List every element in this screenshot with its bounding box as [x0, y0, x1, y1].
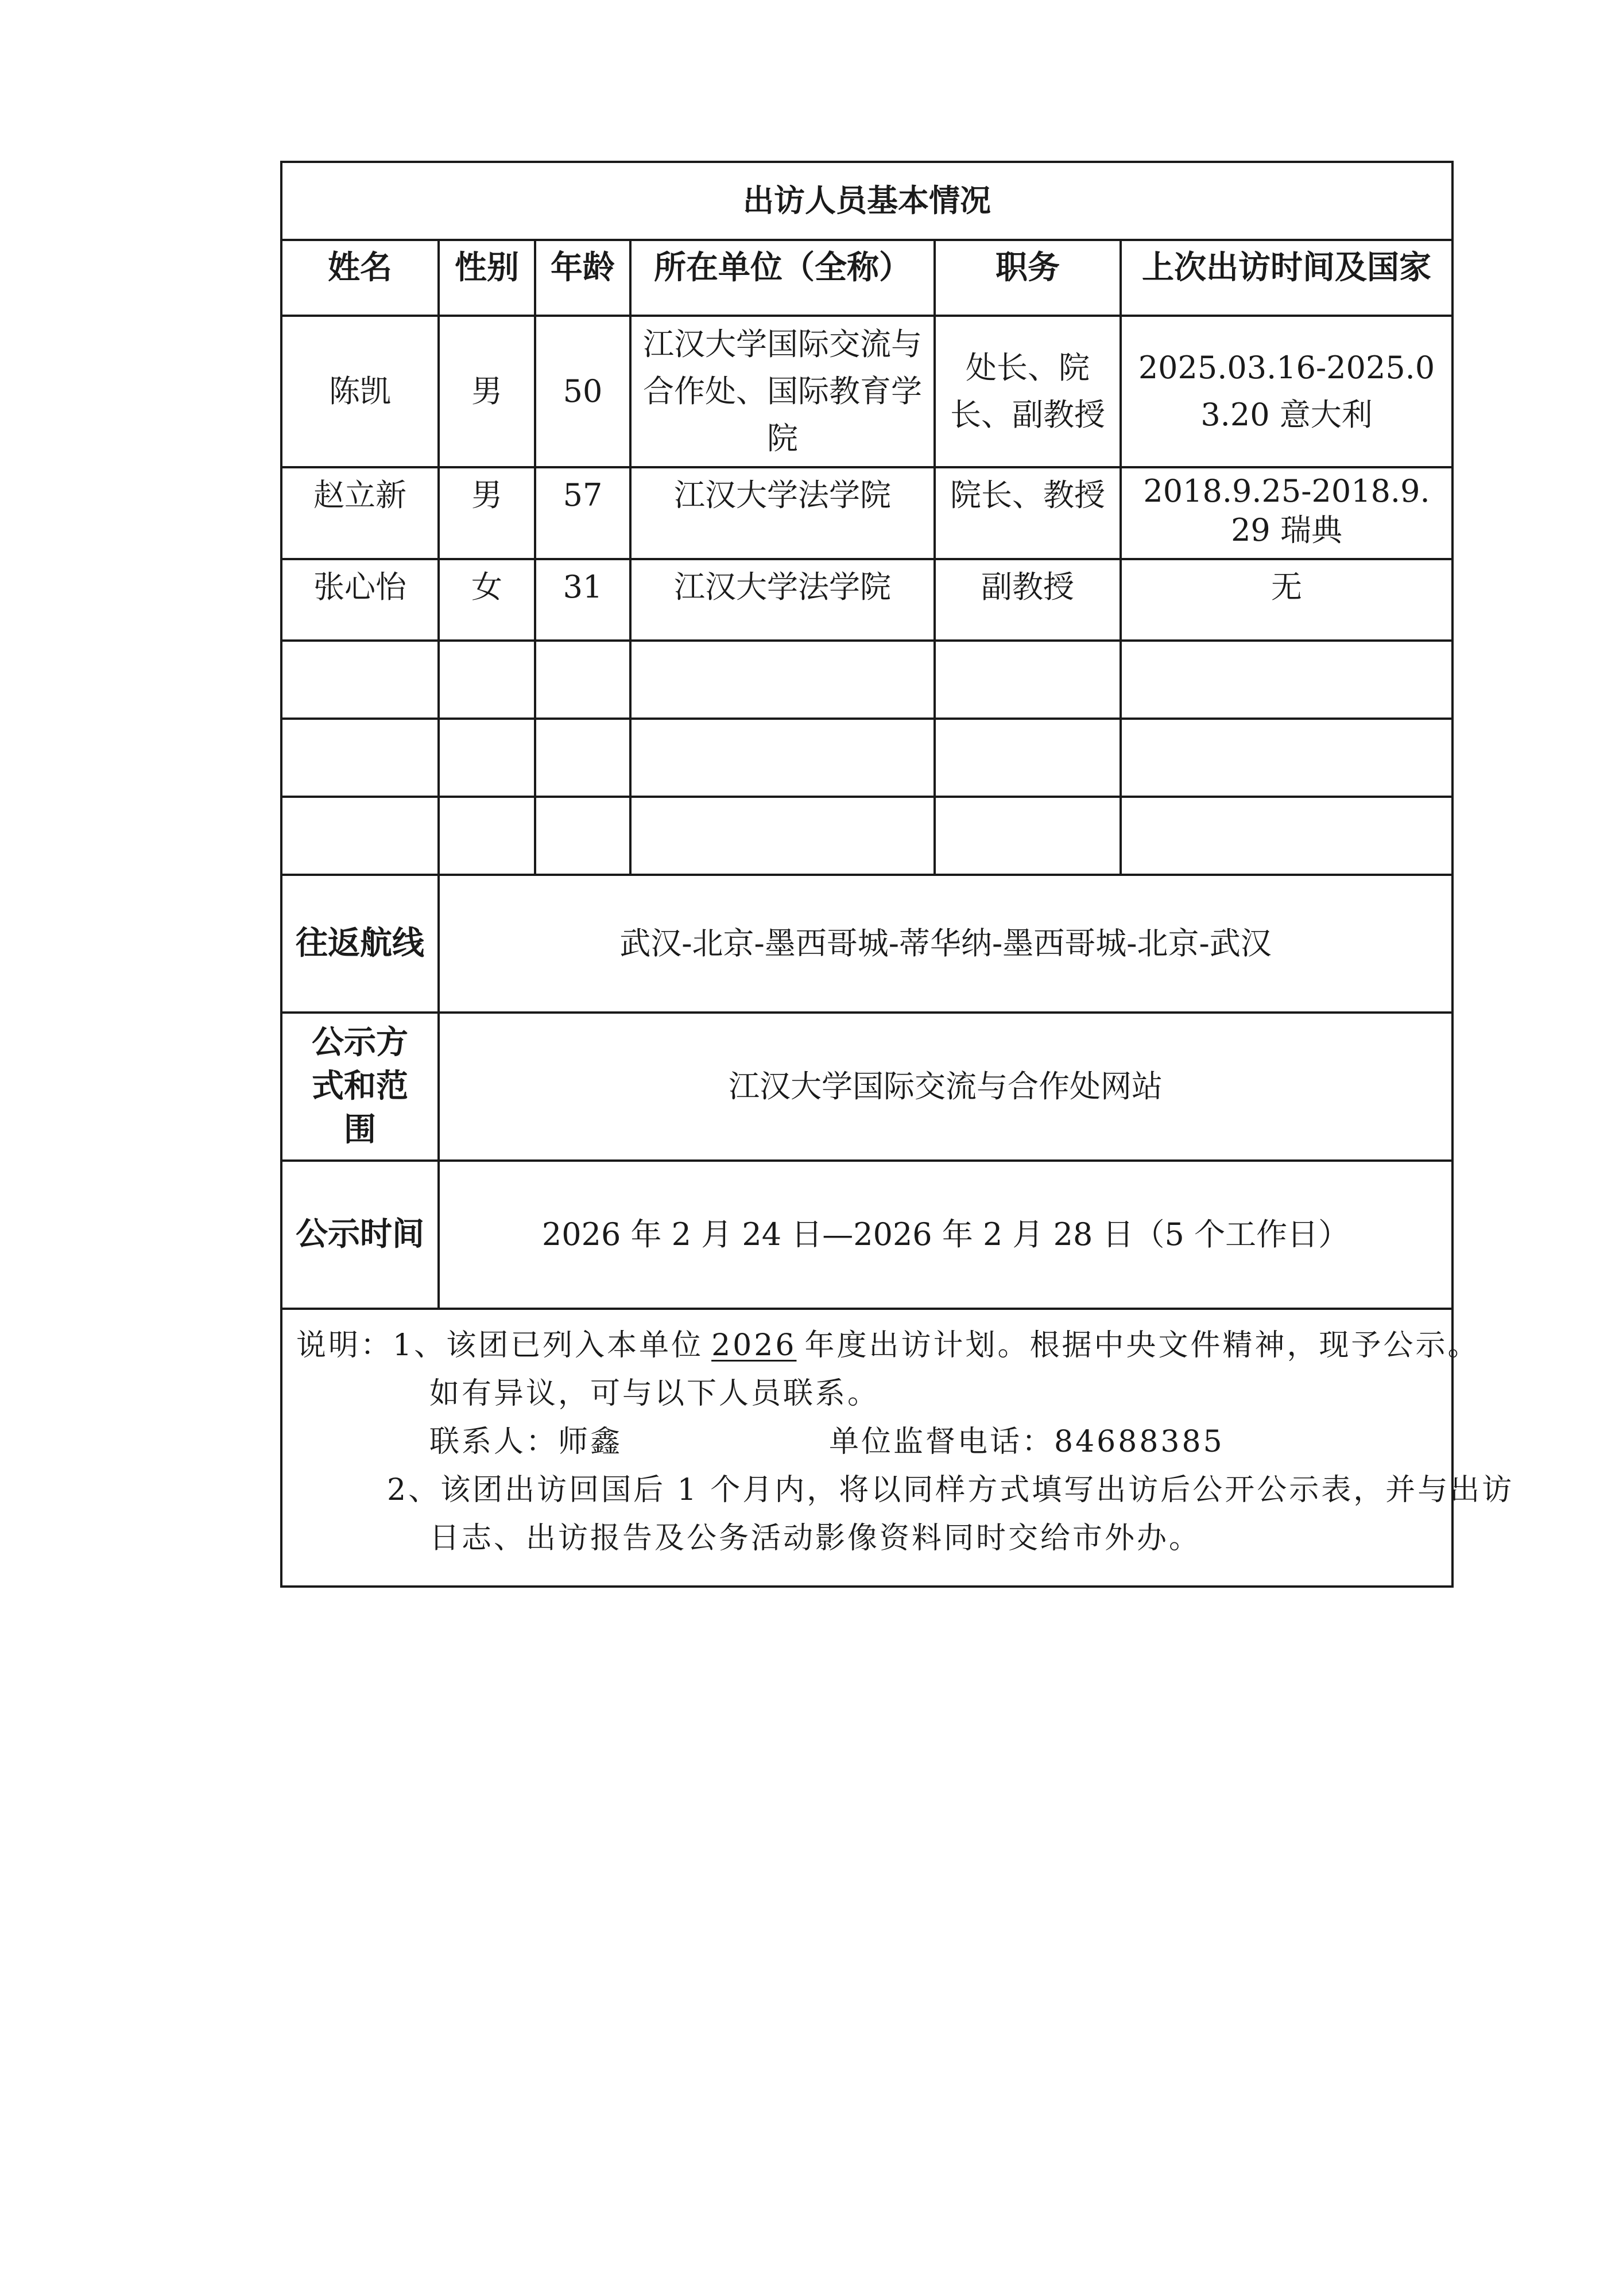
member-gender: 男: [439, 316, 535, 467]
notes: [281, 1309, 1514, 1587]
header-title: 职务: [935, 240, 1121, 316]
header-last-visit: 上次出访时间及国家: [1121, 240, 1452, 316]
member-gender: 男: [439, 467, 535, 559]
empty-cell: [535, 641, 630, 719]
empty-cell: [439, 719, 535, 797]
member-title: 副教授: [935, 559, 1121, 641]
empty-cell: [535, 719, 630, 797]
member-gender: 女: [439, 559, 535, 641]
time-label: 公示时间: [281, 1161, 439, 1309]
scope-value: 江汉大学国际交流与合作处网站: [439, 1013, 1452, 1161]
member-unit: 江汉大学法学院: [630, 559, 935, 641]
publicity-form: [280, 161, 1514, 1588]
empty-cell: [281, 719, 439, 797]
member-title: 处长、院长、副教授: [935, 316, 1121, 467]
table-row: [281, 559, 1452, 641]
header-row: [281, 240, 1452, 316]
empty-cell: [281, 641, 439, 719]
empty-cell: [935, 797, 1121, 875]
route-label: 往返航线: [281, 875, 439, 1013]
member-last-visit: 2018.9.25-2018.9.29 瑞典: [1121, 467, 1452, 559]
empty-cell: [1121, 641, 1452, 719]
member-title: 院长、教授: [935, 467, 1121, 559]
visitor-table: [280, 161, 1514, 1588]
member-name: 赵立新: [281, 467, 439, 559]
scope-label: 公示方式和范围: [281, 1013, 439, 1161]
empty-cell: [630, 641, 935, 719]
time-value: 2026 年 2 月 24 日—2026 年 2 月 28 日（5 个工作日）: [439, 1161, 1452, 1309]
empty-cell: [281, 797, 439, 875]
note-line-2: 如有异议，可与以下人员联系。: [429, 1376, 880, 1411]
member-age: 57: [535, 467, 630, 559]
empty-cell: [630, 797, 935, 875]
table-row: [281, 467, 1452, 559]
empty-cell: [935, 719, 1121, 797]
member-unit: 江汉大学法学院: [630, 467, 935, 559]
notes-row: [281, 1309, 1452, 1587]
empty-cell: [1121, 719, 1452, 797]
member-last-visit: 2025.03.16-2025.03.20 意大利: [1121, 316, 1452, 467]
scope-row: [281, 1013, 1452, 1161]
note-phone: 单位监督电话：84688385: [829, 1425, 1225, 1459]
member-last-visit: 无: [1121, 559, 1452, 641]
empty-cell: [439, 797, 535, 875]
empty-cell: [630, 719, 935, 797]
header-name: 姓名: [281, 240, 439, 316]
header-unit: 所在单位（全称）: [630, 240, 935, 316]
empty-row: [281, 641, 1452, 719]
note-line-4: 2、该团出访回国后 1 个月内，将以同样方式填写出访后公开公示表，并与出访: [387, 1473, 1514, 1507]
empty-row: [281, 719, 1452, 797]
member-unit: 江汉大学国际交流与合作处、国际教育学院: [630, 316, 935, 467]
note-prefix: 说明：1、该团已列入本单位: [296, 1328, 704, 1363]
note-contact: 联系人：师鑫: [429, 1425, 623, 1459]
empty-cell: [535, 797, 630, 875]
note-line1-suffix: 年度出访计划。根据中央文件精神，现予公示。: [804, 1328, 1480, 1363]
header-age: 年龄: [535, 240, 630, 316]
empty-cell: [1121, 797, 1452, 875]
note-line-3: [296, 1418, 1438, 1466]
time-row: [281, 1161, 1452, 1309]
header-gender: 性别: [439, 240, 535, 316]
member-age: 31: [535, 559, 630, 641]
note-year: 2026: [711, 1328, 797, 1363]
note-line-5: 日志、出访报告及公务活动影像资料同时交给市外办。: [429, 1521, 1202, 1556]
empty-cell: [935, 641, 1121, 719]
member-name: 张心怡: [281, 559, 439, 641]
empty-cell: [439, 641, 535, 719]
note-line-1: [296, 1321, 1480, 1370]
table-title: 出访人员基本情况: [281, 162, 1452, 240]
empty-row: [281, 797, 1452, 875]
member-age: 50: [535, 316, 630, 467]
route-value: 武汉-北京-墨西哥城-蒂华纳-墨西哥城-北京-武汉: [439, 875, 1452, 1013]
member-name: 陈凯: [281, 316, 439, 467]
route-row: [281, 875, 1452, 1013]
table-row: [281, 316, 1452, 467]
